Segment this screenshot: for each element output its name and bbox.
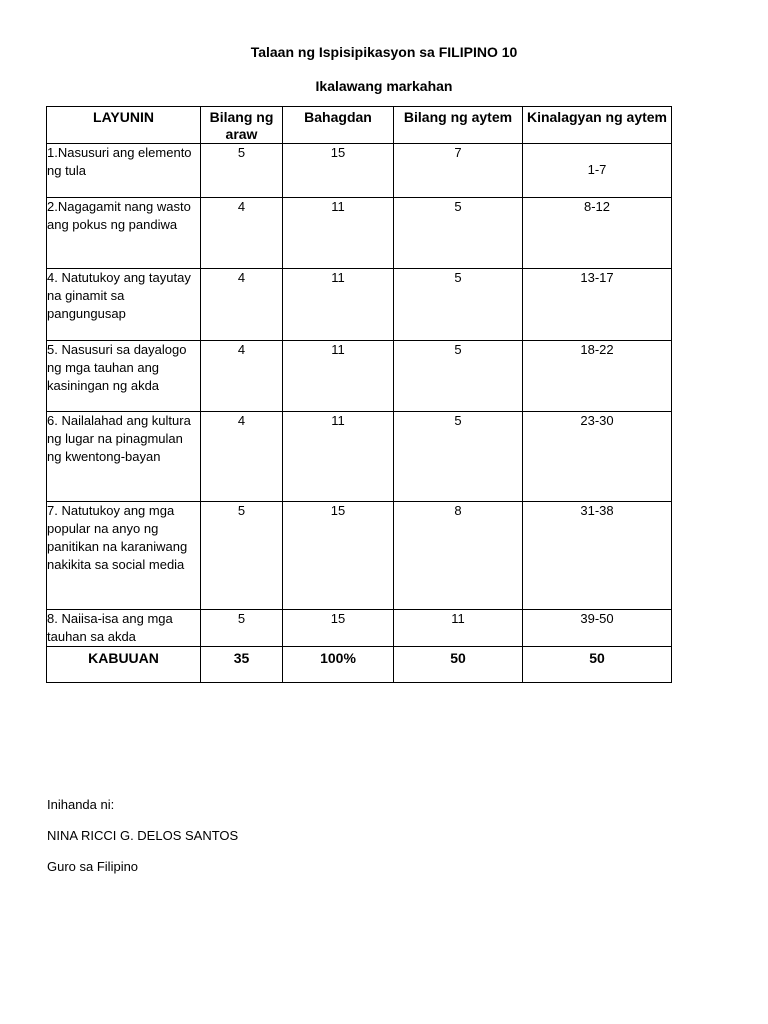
table-row xyxy=(47,610,672,647)
prepared-by-label: Inihanda ni: xyxy=(47,797,115,812)
araw-cell: 5 xyxy=(201,610,283,647)
kinalagyan-cell: 23-30 xyxy=(523,412,672,502)
kinalagyan-value: 1-7 xyxy=(587,162,607,177)
araw-cell: 4 xyxy=(201,269,283,341)
kinalagyan-cell: 13-17 xyxy=(523,269,672,341)
bahagdan-cell: 11 xyxy=(283,198,394,269)
aytem-cell: 5 xyxy=(394,412,523,502)
bahagdan-cell: 15 xyxy=(283,610,394,647)
bahagdan-cell: 11 xyxy=(283,341,394,412)
layunin-cell: 4. Natutukoy ang tayutay na ginamit sa pangungusap xyxy=(47,269,201,341)
header-kinalagyan-ng-aytem: Kinalagyan ng aytem xyxy=(523,107,672,144)
kinalagyan-cell: 31-38 xyxy=(523,502,672,610)
specification-table xyxy=(46,106,672,683)
aytem-cell: 8 xyxy=(394,502,523,610)
araw-cell: 4 xyxy=(201,341,283,412)
bahagdan-cell: 11 xyxy=(283,412,394,502)
header-bilang-ng-araw: Bilang ng araw xyxy=(201,107,283,144)
total-bahagdan: 100% xyxy=(283,647,394,683)
document-subtitle: Ikalawang markahan xyxy=(315,78,453,94)
table-row xyxy=(47,144,672,198)
header-bahagdan: Bahagdan xyxy=(283,107,394,144)
aytem-cell: 5 xyxy=(394,341,523,412)
table-row xyxy=(47,269,672,341)
aytem-cell: 11 xyxy=(394,610,523,647)
aytem-cell: 5 xyxy=(394,269,523,341)
kinalagyan-cell: 39-50 xyxy=(523,610,672,647)
araw-cell: 4 xyxy=(201,198,283,269)
table-row xyxy=(47,341,672,412)
table-header-row xyxy=(47,107,672,144)
bahagdan-cell: 15 xyxy=(283,144,394,198)
layunin-cell: 5. Nasusuri sa dayalogo ng mga tauhan ang kasiningan ng akda xyxy=(47,341,201,412)
bahagdan-cell: 15 xyxy=(283,502,394,610)
araw-cell: 5 xyxy=(201,144,283,198)
kinalagyan-cell: 8-12 xyxy=(523,198,672,269)
bahagdan-cell: 11 xyxy=(283,269,394,341)
araw-cell: 4 xyxy=(201,412,283,502)
header-layunin: LAYUNIN xyxy=(47,107,201,144)
kinalagyan-cell: 18-22 xyxy=(523,341,672,412)
table-row xyxy=(47,502,672,610)
preparer-name: NINA RICCI G. DELOS SANTOS xyxy=(47,828,239,843)
layunin-cell: 2.Nagagamit nang wasto ang pokus ng pandiwa xyxy=(47,198,201,269)
document-title: Talaan ng Ispisipikasyon sa FILIPINO 10 xyxy=(250,44,518,60)
layunin-cell: 7. Natutukoy ang mga popular na anyo ng panitikan na karaniwang nakikita sa social media xyxy=(47,502,201,610)
layunin-cell: 8. Naiisa-isa ang mga tauhan sa akda xyxy=(47,610,201,647)
layunin-cell: 1.Nasusuri ang elemento ng tula xyxy=(47,144,201,198)
total-aytem: 50 xyxy=(394,647,523,683)
araw-cell: 5 xyxy=(201,502,283,610)
table-row xyxy=(47,198,672,269)
total-araw: 35 xyxy=(201,647,283,683)
aytem-cell: 5 xyxy=(394,198,523,269)
table-row xyxy=(47,412,672,502)
header-bilang-ng-aytem: Bilang ng aytem xyxy=(394,107,523,144)
total-label: KABUUAN xyxy=(47,647,201,683)
preparer-role: Guro sa Filipino xyxy=(47,859,139,874)
aytem-cell: 7 xyxy=(394,144,523,198)
kinalagyan-cell xyxy=(523,144,672,198)
total-kinalagyan: 50 xyxy=(523,647,672,683)
total-row xyxy=(47,647,672,683)
layunin-cell: 6. Nailalahad ang kultura ng lugar na pinagmulan ng kwentong-bayan xyxy=(47,412,201,502)
